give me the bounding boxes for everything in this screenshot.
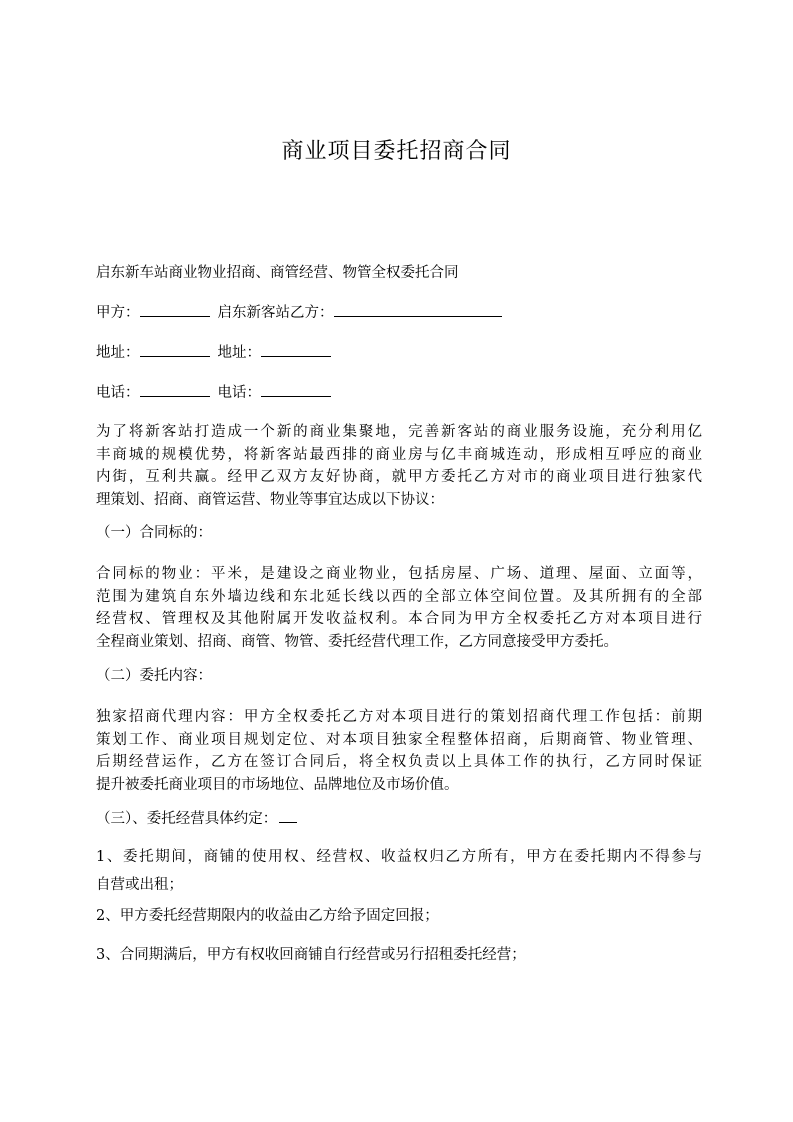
paragraph-line: 合同标的物业：平米，是建设之商业物业，包括房屋、广场、道理、屋面、立面等，: [96, 566, 702, 582]
paragraph-line: 策划工作、商业项目规划定位、对本项目独家全程整体招商，后期商管、物业管理、: [96, 731, 702, 748]
clause-line: 自营或出租；: [96, 877, 183, 893]
paragraph-line: 提升被委托商业项目的市场地位、品牌地位及市场价值。: [96, 776, 459, 793]
paragraph-line: 全程商业策划、招商、商管、物管、委托经营代理工作，乙方同意接受甲方委托。: [96, 633, 618, 650]
clause-line: 3、合同期满后，甲方有权收回商铺自行经营或另行招租委托经营；: [96, 947, 526, 963]
party-a-label: 甲方：: [96, 305, 140, 321]
paragraph-line: 丰商城的规模优势，将新客站最西排的商业房与亿丰商城连动，形成相互呼应的商业: [96, 446, 702, 463]
phone-b-blank: [261, 382, 331, 397]
address-b-blank: [261, 342, 331, 357]
address-a-label: 地址：: [96, 345, 140, 361]
section-2-body: [96, 706, 702, 796]
party-b-blank: [334, 302, 502, 317]
section-2-heading: （二）委托内容：: [96, 668, 212, 684]
paragraph-line: 内街，互利共赢。经甲乙双方友好协商，就甲方委托乙方对市的商业项目进行独家代: [96, 469, 702, 485]
clause-line: 2、甲方委托经营期限内的收益由乙方给予固定回报；: [96, 908, 439, 924]
party-line: [96, 302, 510, 324]
section-1-body: [96, 563, 702, 653]
clause-line: 1、委托期间，商铺的使用权、经营权、收益权归乙方所有，甲方在委托期内不得参与: [96, 849, 702, 865]
clause-2: [96, 902, 702, 930]
phone-line: [96, 382, 339, 404]
clause-3: [96, 941, 702, 969]
section-1-heading: （一）合同标的：: [96, 525, 212, 541]
clause-1: [96, 843, 702, 899]
intro-paragraph: [96, 421, 702, 511]
party-b-label: 启东新客站乙方：: [217, 305, 334, 321]
phone-b-label: 电话：: [217, 385, 261, 401]
paragraph-line: 范围为建筑自东外墙边线和东北延长线以西的全部立体空间位置。及其所拥有的全部: [96, 588, 702, 605]
phone-a-blank: [140, 382, 210, 397]
address-a-blank: [140, 342, 210, 357]
party-a-blank: [140, 302, 210, 317]
address-line: [96, 342, 339, 364]
phone-a-label: 电话：: [96, 385, 140, 401]
paragraph-line: 独家招商代理内容：甲方全权委托乙方对本项目进行的策划招商代理工作包括：前期: [96, 709, 702, 725]
section-3-heading-text: （三）、委托经营具体约定：: [96, 811, 278, 827]
paragraph-line: 理策划、招商、商管运营、物业等事宜达成以下协议：: [96, 491, 444, 508]
contract-subtitle: 启东新车站商业物业招商、商管经营、物管全权委托合同: [96, 265, 459, 281]
address-b-label: 地址：: [217, 345, 261, 361]
section-3-blank: [279, 808, 297, 823]
paragraph-line: 后期经营运作，乙方在签订合同后，将全权负责以上具体工作的执行，乙方同时保证: [96, 754, 702, 770]
section-3-heading: [96, 808, 305, 830]
paragraph-line: 为了将新客站打造成一个新的商业集聚地，完善新客站的商业服务设施，充分利用亿: [96, 424, 702, 440]
paragraph-line: 经营权、管理权及其他附属开发收益权利。本合同为甲方全权委托乙方对本项目进行: [96, 611, 702, 627]
document-title: 商业项目委托招商合同: [281, 139, 512, 164]
